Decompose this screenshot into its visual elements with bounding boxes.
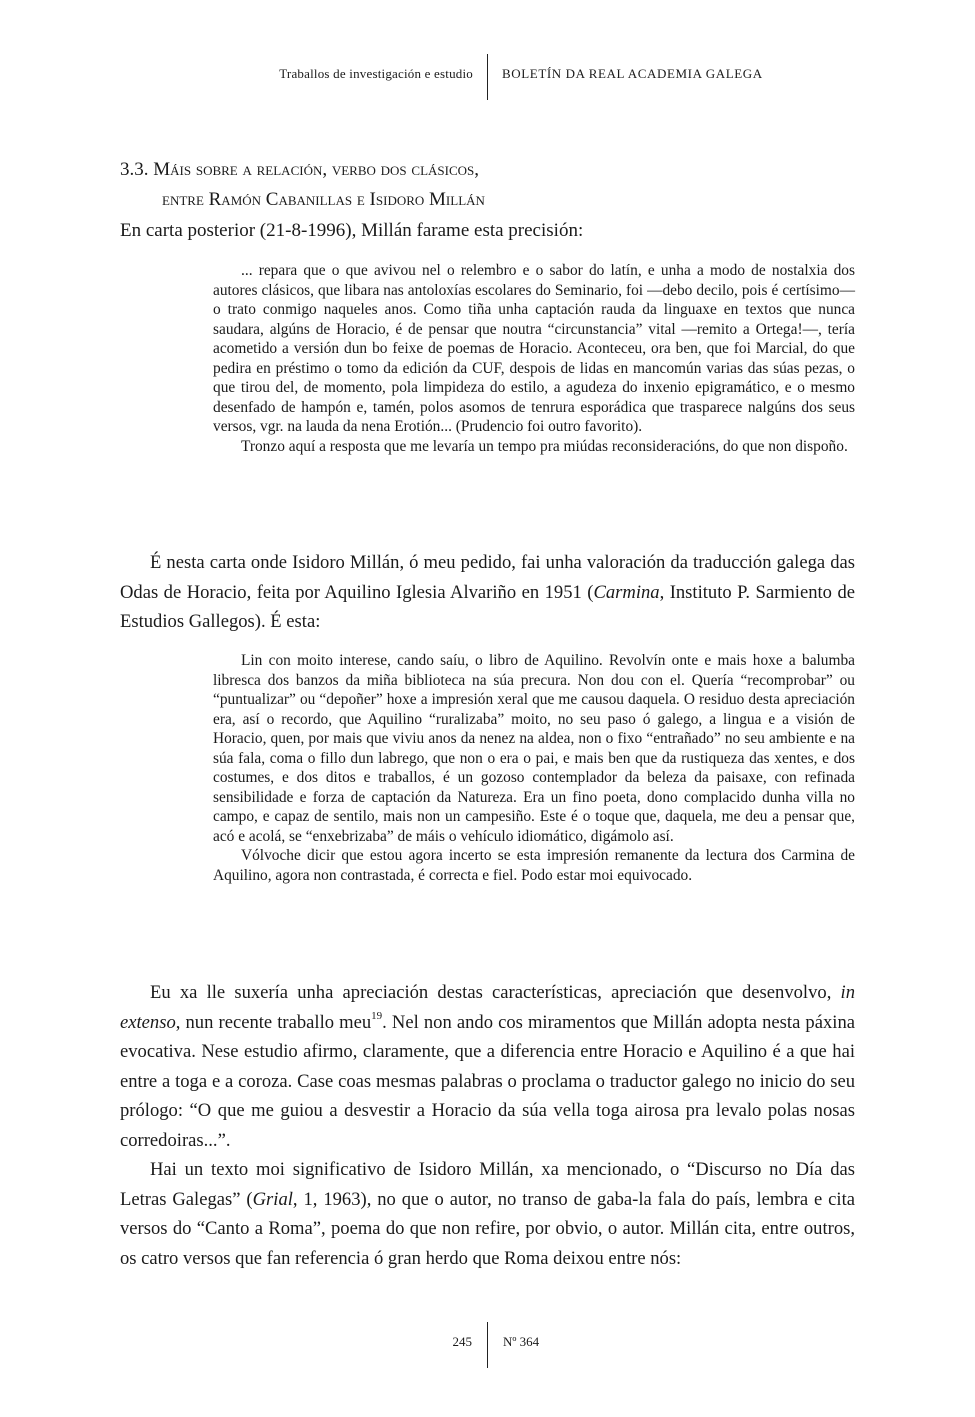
header-divider [487, 54, 488, 100]
body-paragraph [120, 978, 855, 1155]
text-run: . Nel non ando cos miramentos que Millán adopta nesta páxina evocativa. Nese estudio afirmo, claramente, que a diferencia entre Horacio e Aquilino é a que hai entre a toga e a coroza. Case coas mesmas palabras o proclama o traductor galego no inicio do seu prólogo: “O que me guiou a desvestir a Horacio da súa vella toga airosa pra levalo polas nosas corredoiras...”. [120, 1011, 855, 1151]
section-heading [120, 155, 860, 215]
section-title-part-2: entre Ramón Cabanillas e Isidoro Millán [162, 189, 485, 210]
issue-number: Nº 364 [503, 1334, 540, 1349]
quote-paragraph: Tronzo aquí a resposta que me levaría un tempo pra miúdas reconsideracións, do que non dispoño. [241, 437, 848, 455]
text-run: É nesta carta onde Isidoro Millán, ó meu pedido, fai unha valoración da traducción galega das Odas de Horacio, feita por Aquilino Iglesia Alvariño en 1951 ( [120, 552, 855, 603]
block-quote-1 [213, 261, 855, 456]
page-number: 245 [452, 1334, 472, 1349]
footnote-ref: 19 [371, 1010, 383, 1023]
quote-paragraph: Vólvoche dicir que estou agora incerto se esta impresión remanente da lectura dos Carmina de Aquilino, agora non contrastada, é correcta e fiel. Podo estar moi equivocado. [213, 847, 855, 884]
section-number: 3.3. [120, 159, 149, 180]
section-title-part-1: Máis sobre a relación, verbo dos clásicos, [153, 159, 480, 180]
quote-paragraph: ... repara que o que avivou nel o relembro e o sabor do latín, e unha a modo de nostalxia dos autores clásicos, que libara nas antoloxías escolares do Seminario, foi —debo decilo, pois é certísimo— o trato conmigo naqueles anos. Como tiña unha captación rauda da linguaxe en textos que nunca saudara, algúns de Horacio, é de pensar que noutra “circunstancia” vital —remito a Ortega!—, tería acometido a versión dun bo feixe de poemas de Horacio. Aconteceu, ora ben, que foi Marcial, do que pedira en préstimo o tomo da edición da CUF, despois de lidas en mancomún varias das súas pezas, o que tirou del, de momento, pola limpideza do estilo, a agudeza do inxenio epigramático, e o mesmo desenfado de hampón e, tamén, polos asomos de tenrura esporádica que trasparece nalgúns dos seus versos, vgr. na lauda da nena Erotión... (Prudencio foi outro favorito). [213, 262, 855, 435]
text-run: , Instituto P. Sarmiento de Estudios Gallegos). É esta: [120, 581, 855, 632]
italic-title: Carmina [593, 581, 660, 603]
header-journal-title: BOLETÍN DA REAL ACADEMIA GALEGA [502, 66, 763, 81]
page-footer [0, 1322, 975, 1372]
running-header [0, 54, 975, 104]
italic-phrase: in extenso [120, 982, 855, 1033]
text-run: Hai un texto moi significativo de Isidoro Millán, xa mencionado, o “Discurso no Día das Letras Galegas” ( [120, 1159, 855, 1210]
footer-divider [487, 1322, 488, 1368]
text-run: , nun recente traballo meu [175, 1011, 372, 1033]
lead-paragraph: En carta posterior (21-8-1996), Millán farame esta precisión: [120, 220, 584, 241]
text-run: Eu xa lle suxería unha apreciación destas características, apreciación que desenvolvo, [150, 982, 841, 1003]
block-quote-2 [213, 651, 855, 885]
body-section-1 [120, 548, 855, 637]
section-heading-line-1 [120, 155, 860, 185]
header-section-label: Traballos de investigación e estudio [279, 66, 473, 81]
text-run: , 1, 1963), no que o autor, no transo de gaba-la fala do país, lembra e cita versos do “Canto a Roma”, poema do que non refire, por obvio, o autor. Millán cita, entre outros, os catro versos que fan referencia ó gran herdo que Roma deixou entre nós: [120, 1188, 855, 1269]
quote-paragraph: Lin con moito interese, cando saíu, o libro de Aquilino. Revolvín onte e mais hoxe a balumba libresca dos banzos da miña biblioteca na súa precura. Non dou con el. Quería “recomprobar” ou “puntualizar” ou “depoñer” hoxe a impresión xeral que me causou daquela. O residuo desta apreciación era, así o recordo, que Aquilino “ruralizaba” moito, no seu paso ó galego, a lingua e a visión de Horacio, quen, por mais que viviu anos da nenez na aldea, non o fixo “entrañado” no seu ambiente e na súa fala, coma o fillo dun labrego, que non o era o pai, e mais ben que da rustiqueza das xentes, e dos costumes, e dos ditos e traballos, é un gozoso contemplador da beleza da paisaxe, con refinada sensibilidade e forza de captación da Natureza. Era un fino poeta, dono complacido dunha villa no campo, e capaz de sentilo, mais non un campesiño. Este é o toque que, daquela, me deu a pensar que, acó e acolá, se “enxebrizaba” de máis o vehículo idiomático, digámolo así. [213, 652, 855, 845]
body-paragraph [120, 1155, 855, 1273]
body-paragraph [120, 548, 855, 637]
body-section-2 [120, 978, 855, 1273]
italic-title: Grial [252, 1188, 293, 1210]
